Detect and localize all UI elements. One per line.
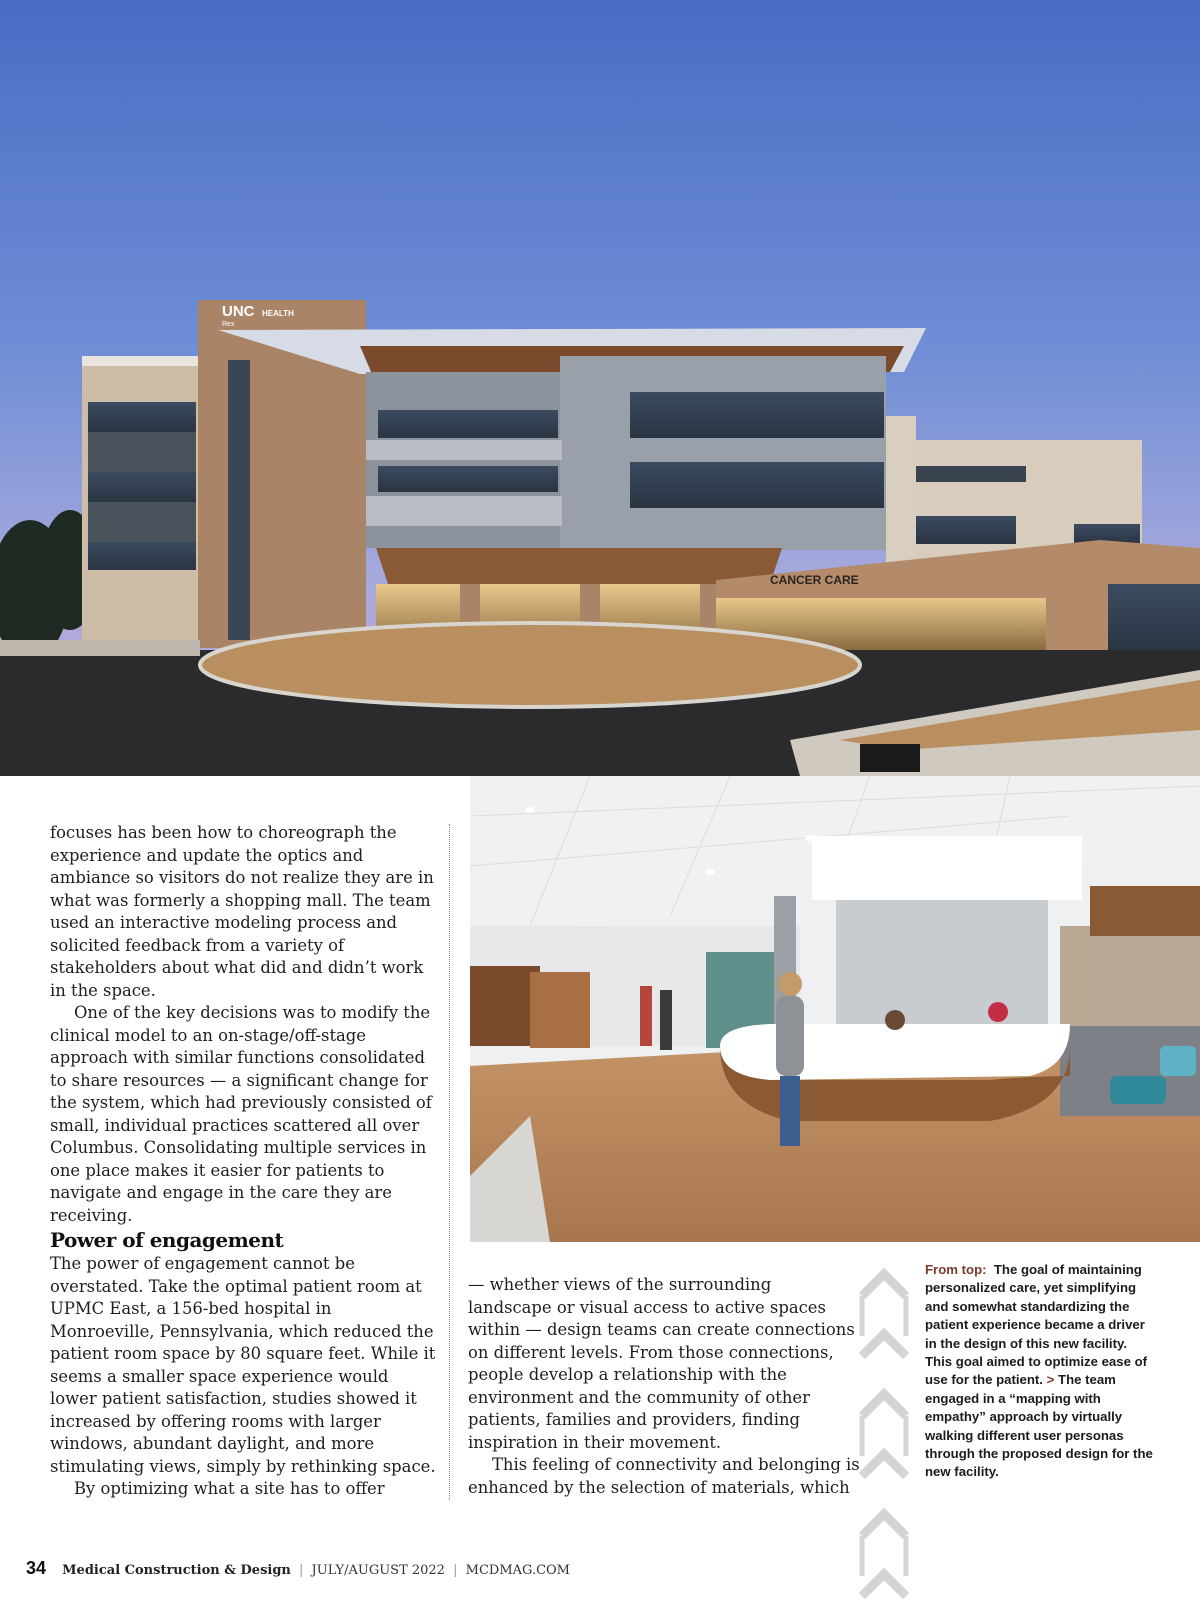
caption-arrow: >: [1046, 1372, 1055, 1388]
middle-column: [468, 1274, 860, 1499]
middle-paragraph-2: This feeling of connectivity and belonging is enhanced by the selection of materials, which: [468, 1455, 860, 1497]
caption-text-1: The goal of maintaining personalized care, yet simplifying and somewhat standardizing the patient experience became a driver in the design of this new facility. This goal aimed to optimize ease of use for the patient.: [925, 1262, 1148, 1388]
lobby-photo: [470, 776, 1200, 1242]
left-paragraph-2: One of the key decisions was to modify the clinical model to an on-stage/off-stage approach with similar functions consolidated to share resources — a significant change for the system, which had previously consisted of small, individual practices scattered all over Columbus. Consolidating multiple services in one place makes it easier for patients to navigate and engage in the care they are receiving.: [50, 1003, 432, 1225]
caption-text-2: The team engaged in a “mapping with empathy” approach by virtually walking different user personas through the proposed design for the new facility.: [925, 1372, 1153, 1480]
footer-separator-2: |: [453, 1563, 458, 1578]
section-heading: Power of engagement: [50, 1228, 284, 1252]
left-column: [50, 822, 440, 1227]
website-link[interactable]: MCDMAG.COM: [465, 1563, 570, 1578]
caption-lead: From top:: [925, 1262, 987, 1277]
issue-date: JULY/AUGUST 2022: [311, 1563, 445, 1578]
footer-separator-1: |: [299, 1563, 304, 1578]
left-column-lower: [50, 1253, 440, 1501]
photo-caption: [925, 1261, 1157, 1482]
middle-paragraph-1: — whether views of the surrounding landscape or visual access to active spaces within — design teams can create connections on different levels. From those connections, people develop a relationship with the environment and the community of other patients, families and providers, finding inspiration in their movement.: [468, 1275, 855, 1452]
magazine-name: Medical Construction & Design: [62, 1563, 291, 1578]
left-paragraph-1: focuses has been how to choreograph the experience and update the optics and ambiance so visitors do not realize they are in what was formerly a shopping mall. The team used an interactive modeling process and solicited feedback from a variety of stakeholders about what did and didn’t work in the space.: [50, 823, 434, 1000]
left-paragraph-3: The power of engagement cannot be overstated. Take the optimal patient room at UPMC East, a 156-bed hospital in Monroeville, Pennsylvania, which reduced the patient room space by 80 square feet. While it seems a smaller space experience would lower patient satisfaction, studies showed it increased by offering rooms with larger windows, abundant daylight, and more stimulating views, simply by rethinking space.: [50, 1254, 436, 1476]
sign-sub: HEALTH: [262, 309, 294, 318]
column-divider: [449, 824, 450, 1500]
exterior-photo: [0, 0, 1200, 776]
sign-brand: UNC: [222, 303, 255, 320]
cancer-care-sign: CANCER CARE: [770, 573, 859, 587]
left-paragraph-4: By optimizing what a site has to offer: [74, 1479, 385, 1498]
sign-rex: Rex: [222, 321, 235, 328]
page-footer: [26, 1558, 570, 1579]
page-number: 34: [26, 1558, 47, 1578]
chevron-decoration: [856, 1236, 912, 1606]
